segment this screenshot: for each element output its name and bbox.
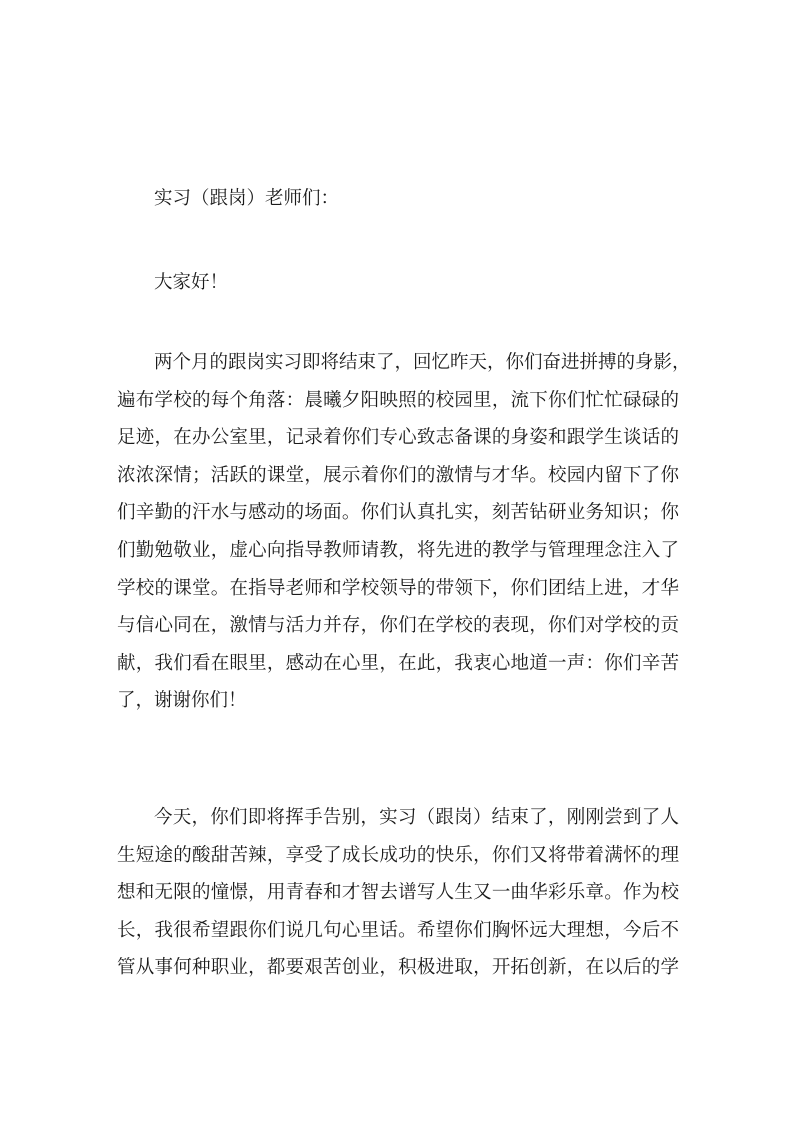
paragraph-line: 了，谢谢你们！ bbox=[117, 690, 247, 711]
greeting: 大家好！ bbox=[154, 272, 229, 293]
paragraph-line: 今天，你们即将挥手告别，实习（跟岗）结束了，刚刚尝到了人 bbox=[154, 807, 679, 828]
paragraph-line: 两个月的跟岗实习即将结束了，回忆昨天，你们奋进拼搏的身影， bbox=[154, 352, 691, 373]
paragraph-line: 遍布学校的每个角落：晨曦夕阳映照的校园里，流下你们忙忙碌碌的 bbox=[117, 390, 679, 411]
paragraph-line: 们勤勉敬业，虚心向指导教师请教，将先进的教学与管理理念注入了 bbox=[117, 540, 679, 561]
salutation: 实习（跟岗）老师们： bbox=[154, 188, 340, 209]
paragraph-line: 长，我很希望跟你们说几句心里话。希望你们胸怀远大理想，今后不 bbox=[117, 920, 679, 941]
paragraph-line: 管从事何种职业，都要艰苦创业，积极进取，开拓创新，在以后的学 bbox=[117, 957, 679, 978]
paragraph-line: 与信心同在，激情与活力并存，你们在学校的表现，你们对学校的贡 bbox=[117, 615, 679, 636]
paragraph-line: 献，我们看在眼里，感动在心里，在此，我衷心地道一声：你们辛苦 bbox=[117, 653, 679, 674]
paragraph-line: 足迹，在办公室里，记录着你们专心致志备课的身姿和跟学生谈话的 bbox=[117, 427, 679, 448]
paragraph-line: 学校的课堂。在指导老师和学校领导的带领下，你们团结上进，才华 bbox=[117, 578, 679, 599]
paragraph-line: 们辛勤的汗水与感动的场面。你们认真扎实，刻苦钻研业务知识；你 bbox=[117, 502, 679, 523]
paragraph-line: 浓浓深情；活跃的课堂，展示着你们的激情与才华。校园内留下了你 bbox=[117, 465, 679, 486]
paragraph-line: 生短途的酸甜苦辣，享受了成长成功的快乐，你们又将带着满怀的理 bbox=[117, 845, 679, 866]
paragraph-line: 想和无限的憧憬，用青春和才智去谱写人生又一曲华彩乐章。作为校 bbox=[117, 882, 679, 903]
